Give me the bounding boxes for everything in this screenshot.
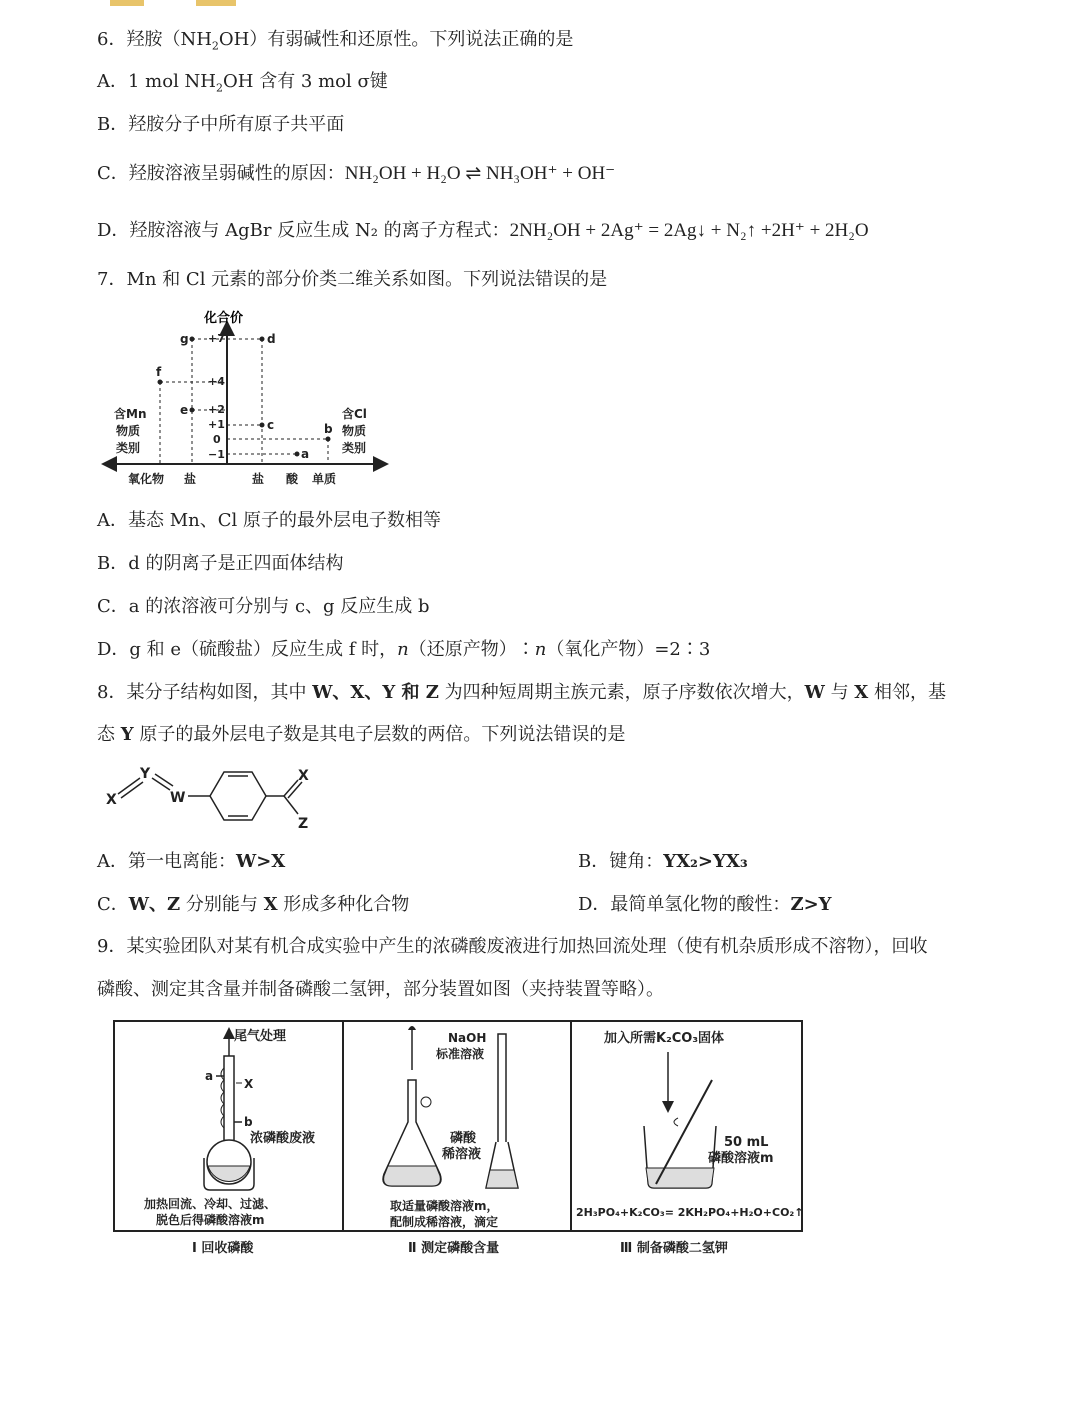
top-scan-mark xyxy=(196,0,236,6)
svg-text:含Mn: 含Mn xyxy=(114,407,147,421)
q7-stem: 7．Mn 和 Cl 元素的部分价类二维关系如图。下列说法错误的是 xyxy=(97,269,608,290)
atom-z: Z xyxy=(298,816,309,832)
q7-option-c: C．a 的浓溶液可分别与 c、g 反应生成 b xyxy=(97,596,430,617)
port-b-label: b xyxy=(244,1115,253,1129)
exhaust-label: 尾气处理 xyxy=(234,1029,287,1044)
label-e: e xyxy=(180,403,189,417)
label-c: c xyxy=(267,418,275,432)
svg-text:单质: 单质 xyxy=(312,472,337,486)
q7-option-d: D．g 和 e（硫酸盐）反应生成 f 时，n（还原产物）∶n（氧化产物）=2∶3 xyxy=(97,639,711,660)
y-axis-title: 化合价 xyxy=(204,311,244,326)
flask-label2: 稀溶液 xyxy=(442,1147,482,1162)
port-a-label: a xyxy=(205,1069,214,1083)
tick-zero: 0 xyxy=(213,433,221,446)
point-d xyxy=(260,337,265,342)
flask-label1: 磷酸 xyxy=(450,1131,477,1146)
svg-text:类别: 类别 xyxy=(116,441,141,455)
point-a xyxy=(295,452,300,457)
svg-text:盐: 盐 xyxy=(184,472,197,486)
q8-stem-line2: 态 Y 原子的最外层电子数是其电子层数的两倍。下列说法错误的是 xyxy=(97,724,626,745)
q8-option-b: B．键角：YX₂>YX₃ xyxy=(578,851,748,872)
label-a: a xyxy=(301,447,310,461)
volume-label: 50 mL xyxy=(724,1135,769,1150)
panel2-note1: 取适量磷酸溶液m， xyxy=(390,1199,499,1213)
x-label: X xyxy=(244,1077,254,1091)
q6-option-c: C．羟胺溶液呈弱碱性的原因：NH₂OH + H₂O ⇌ NH₃OH⁺ + OH⁻ xyxy=(97,163,616,184)
tick-labels xyxy=(208,332,225,461)
atom-x-right: X xyxy=(298,768,309,784)
condenser xyxy=(224,1056,234,1142)
point-f xyxy=(158,380,163,385)
q8-option-d: D．最简单氢化物的酸性：Z>Y xyxy=(578,894,832,915)
point-g xyxy=(190,337,195,342)
svg-text:含Cl: 含Cl xyxy=(342,407,367,421)
label-d: d xyxy=(267,332,276,346)
q8-stem-line1: 8．某分子结构如图，其中 W、X、Y 和 Z 为四种短周期主族元素，原子序数依次增大，W 与 X 相邻，基 xyxy=(97,682,946,703)
svg-text:物质: 物质 xyxy=(116,424,141,438)
panel2-caption: Ⅱ 测定磷酸含量 xyxy=(408,1241,500,1256)
q8-option-a: A．第一电离能：W>X xyxy=(97,851,286,872)
atom-w: W xyxy=(170,790,186,806)
panel-measure-content xyxy=(383,1026,518,1256)
tick-plus7: +7 xyxy=(208,332,225,345)
molecule-structure xyxy=(100,758,330,838)
svg-text:氧化物: 氧化物 xyxy=(128,472,165,486)
top-scan-mark xyxy=(110,0,144,6)
panel2-note2: 配制成稀溶液，滴定 xyxy=(390,1215,499,1229)
q6-option-d: D．羟胺溶液与 AgBr 反应生成 N₂ 的离子方程式：2NH₂OH + 2Ag⁺ = 2Ag↓ + N₂↑ +2H⁺ + 2H₂O xyxy=(97,220,869,241)
panel1-caption: Ⅰ 回收磷酸 xyxy=(192,1241,254,1256)
waste-acid-label: 浓磷酸废液 xyxy=(250,1131,316,1146)
category-labels xyxy=(128,471,336,486)
panel3-caption: Ⅲ 制备磷酸二氢钾 xyxy=(620,1241,728,1256)
label-f: f xyxy=(156,365,162,379)
solution-m-label: 磷酸溶液m xyxy=(708,1151,774,1166)
guide-lines xyxy=(160,339,328,464)
q9-stem-line1: 9．某实验团队对某有机合成实验中产生的浓磷酸废液进行加热回流处理（使有机杂质形成不溶物），回收 xyxy=(97,936,928,957)
q7-option-b: B．d 的阴离子是正四面体结构 xyxy=(97,553,344,574)
q9-stem-line2: 磷酸、测定其含量并制备磷酸二氢钾，部分装置如图（夹持装置等略）。 xyxy=(97,979,664,1000)
reaction-equation: 2H₃PO₄+K₂CO₃= 2KH₂PO₄+H₂O+CO₂↑ xyxy=(576,1206,804,1219)
panel1-note1: 加热回流、冷却、过滤、 xyxy=(144,1197,277,1211)
naoh-label: NaOH xyxy=(448,1031,487,1045)
atom-labels xyxy=(106,766,309,832)
point-b xyxy=(326,437,331,442)
panel-recover-phosphoric xyxy=(143,1028,315,1256)
point-labels xyxy=(156,332,333,461)
mn-axis-label xyxy=(114,406,147,455)
data-points xyxy=(158,337,331,457)
atom-x-left: X xyxy=(106,792,117,808)
label-g: g xyxy=(180,332,189,346)
add-k2co3-label: 加入所需K₂CO₃固体 xyxy=(604,1031,725,1046)
standard-solution-label: 标准溶液 xyxy=(436,1047,485,1061)
atom-y: Y xyxy=(140,766,151,782)
cl-axis-label xyxy=(342,406,367,455)
point-e xyxy=(190,408,195,413)
tick-plus1: +1 xyxy=(208,418,225,431)
point-c xyxy=(260,423,265,428)
burette xyxy=(498,1034,506,1146)
svg-text:类别: 类别 xyxy=(342,441,367,455)
q8-option-c: C．W、Z 分别能与 X 形成多种化合物 xyxy=(97,894,410,915)
panel-prepare-kh2po4 xyxy=(576,1030,803,1256)
q6-option-b: B．羟胺分子中所有原子共平面 xyxy=(97,114,345,135)
q6-stem: 6．羟胺$(NH_2OH)$有弱碱性和还原性。下列说法正确的是 xyxy=(97,29,574,53)
valence-class-diagram xyxy=(100,302,390,494)
label-b: b xyxy=(324,422,333,436)
q6-option-a: A．1 mol $NH_2OH$ 含有 3 mol σ键 xyxy=(97,71,388,95)
apparatus-figure xyxy=(112,1018,806,1262)
tick-plus2: +2 xyxy=(208,403,225,416)
svg-text:物质: 物质 xyxy=(342,424,367,438)
tick-minus1: −1 xyxy=(208,448,225,461)
panel1-note2: 脱色后得磷酸溶液m xyxy=(156,1213,265,1227)
tick-plus4: +4 xyxy=(208,375,225,388)
svg-text:盐: 盐 xyxy=(252,472,265,486)
svg-text:酸: 酸 xyxy=(286,472,299,486)
q7-option-a: A．基态 Mn、Cl 原子的最外层电子数相等 xyxy=(97,510,441,531)
